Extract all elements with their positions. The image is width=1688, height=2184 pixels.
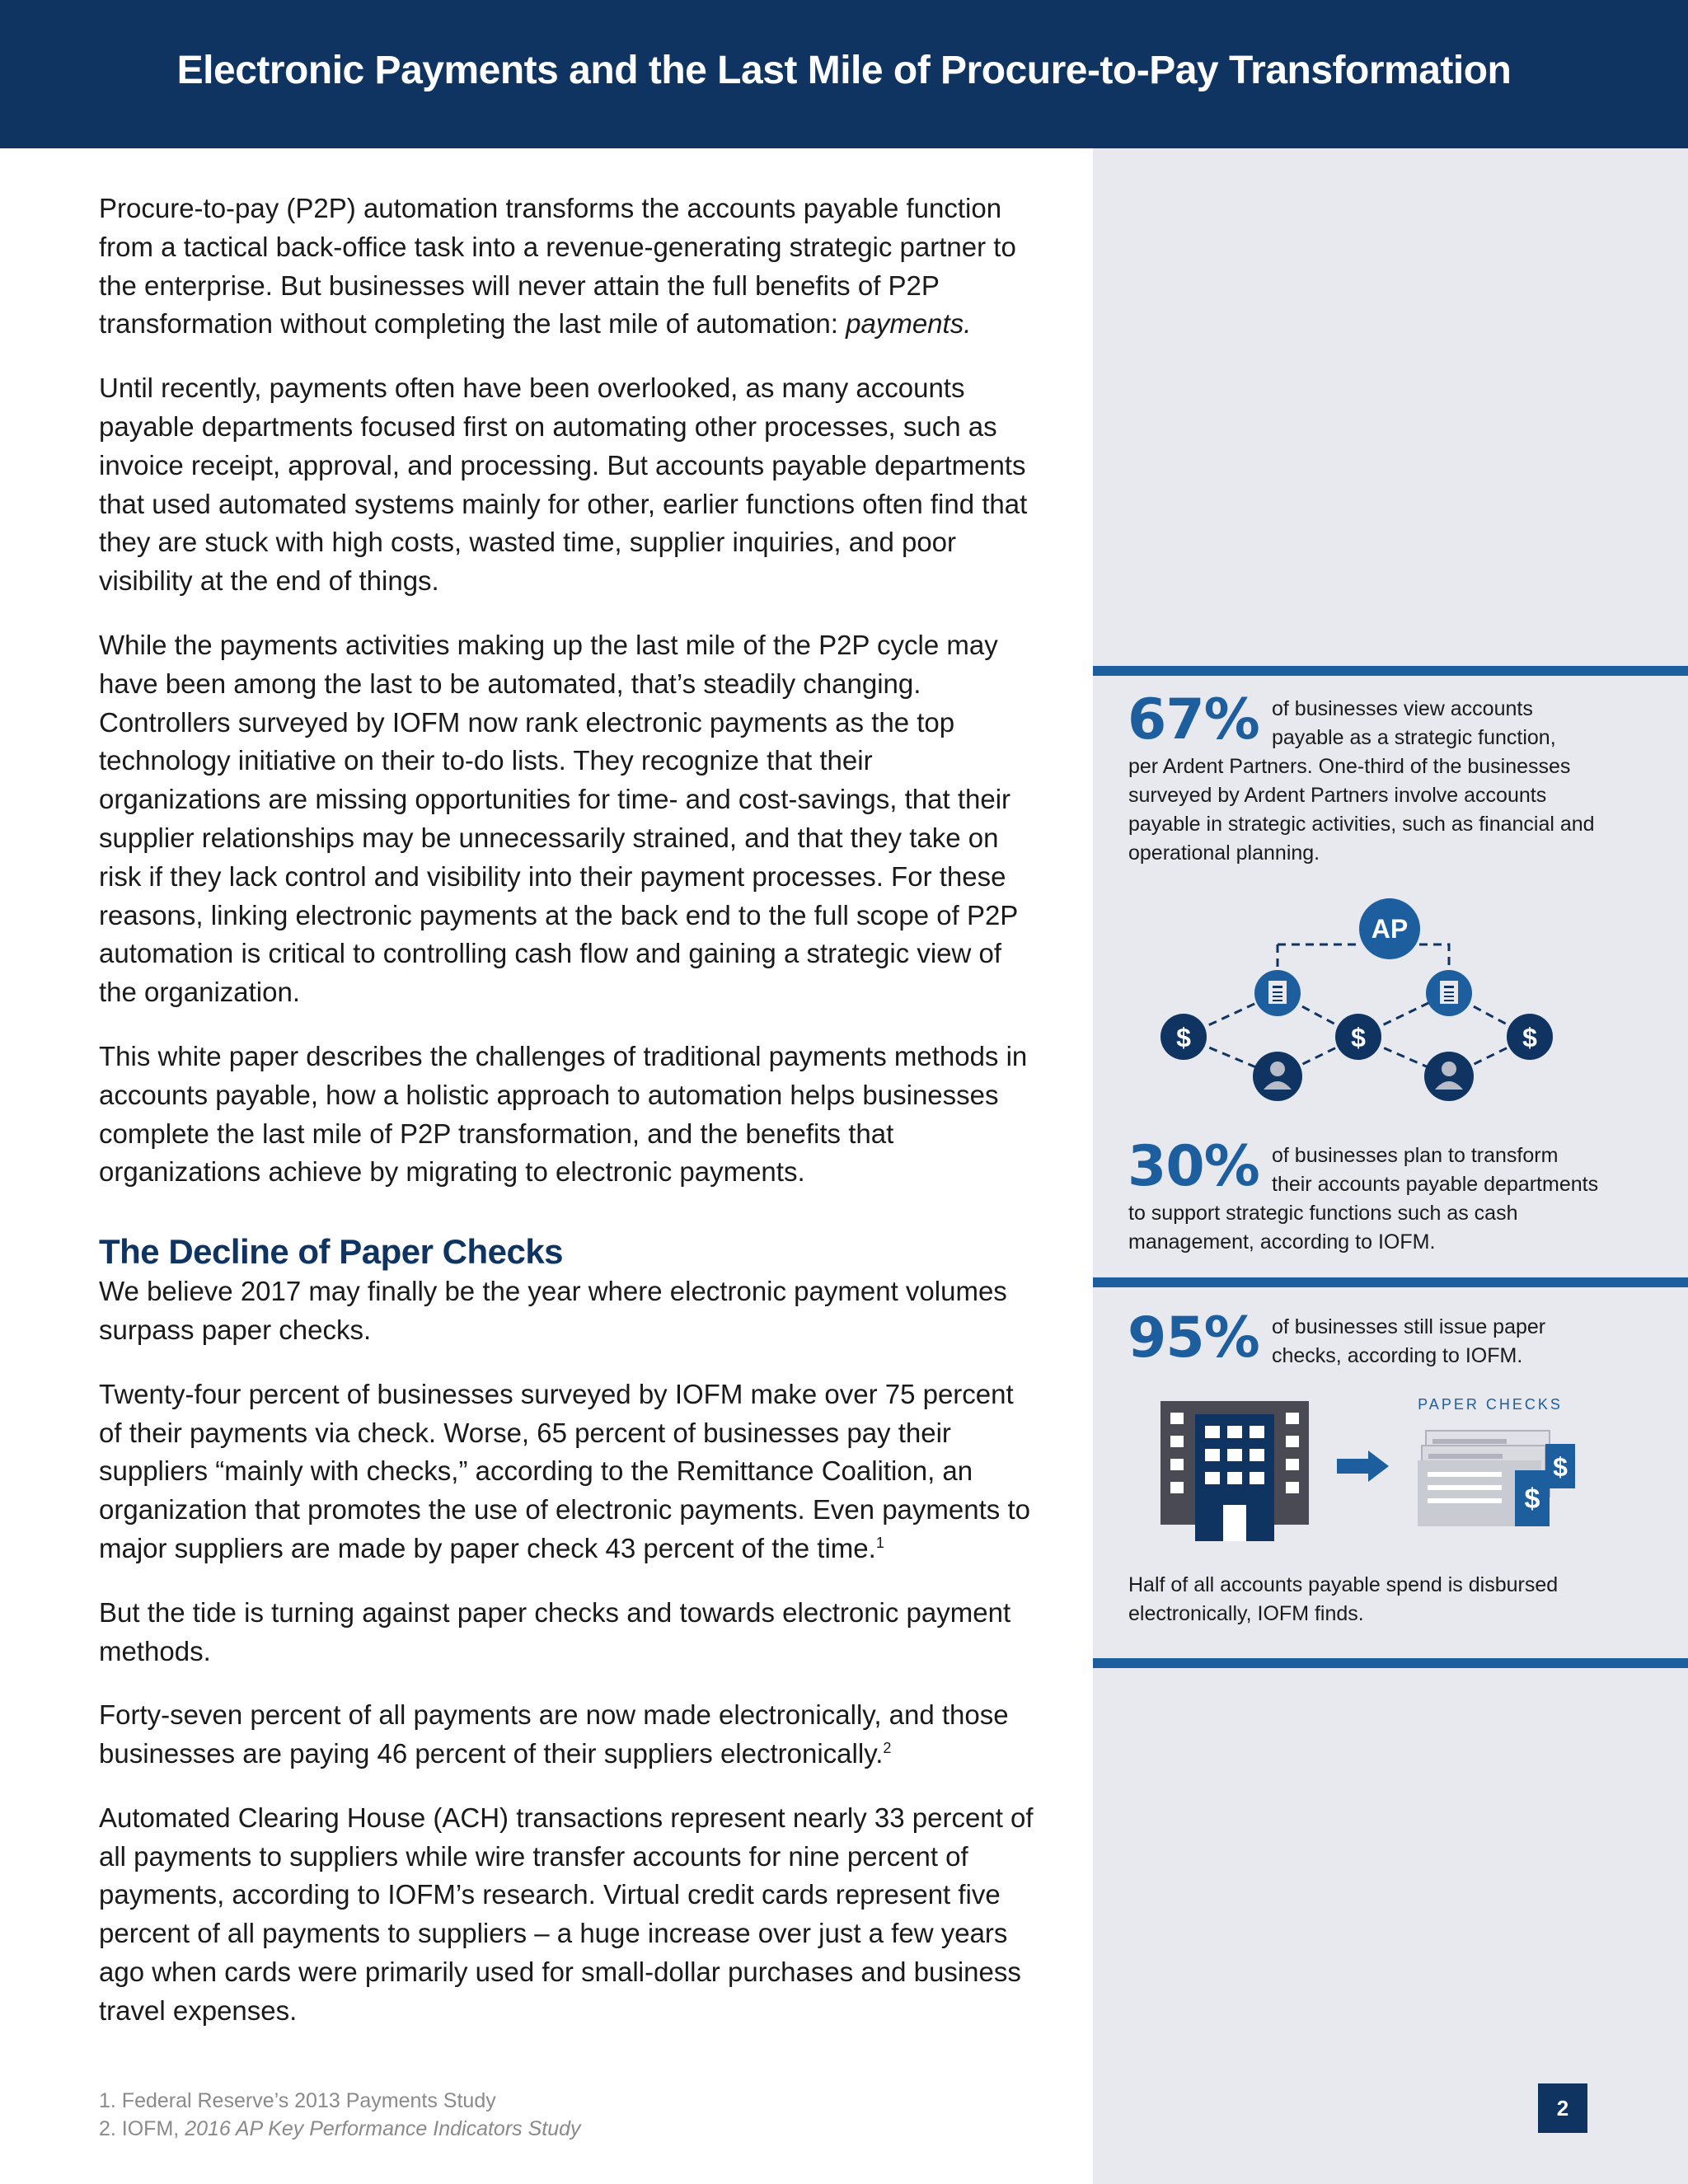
stat-30-line-1: of businesses plan to transform — [1272, 1144, 1559, 1167]
ap-network-diagram — [1137, 890, 1566, 1113]
person-icon — [1253, 1052, 1302, 1101]
paragraph-2017: We believe 2017 may finally be the year where electronic payment volumes surpass paper checks. — [99, 1276, 1007, 1345]
footnote-ref-2: 2 — [883, 1740, 892, 1757]
paragraph-intro — [99, 190, 1039, 344]
paragraph-white-paper: This white paper describes the challenges of traditional payments methods in accounts payable, how a holistic approach to automation helps businesses complete the last mile of P2P transformation, and the benefits that organizations achieve by migrating to electronic payments. — [99, 1040, 1028, 1188]
sidebar-rule-top — [1093, 666, 1688, 676]
paragraph-checks-stats-text: Twenty-four percent of businesses surveyed by IOFM make over 75 percent of their payments via check. Worse, 65 percent of businesses pay their suppliers “mainly with checks,” according to the Remittance Coalition, an organization that promotes the use of electronic payments. Even payments to major suppliers are made by paper check 43 percent of the time. — [99, 1378, 1030, 1563]
paper-checks-label: PAPER CHECKS — [1418, 1396, 1563, 1413]
dollar-icon — [1335, 1014, 1381, 1060]
page-number: 2 — [1538, 2083, 1587, 2133]
dollar-icon: $ — [1524, 1483, 1540, 1515]
main-column — [99, 190, 1039, 2056]
paragraph-electronic-stats-text: Forty-seven percent of all payments are now made electronically, and those businesses are paying 46 percent of their suppliers electronically. — [99, 1699, 1009, 1769]
footnote-2-title: 2016 AP Key Performance Indicators Study — [185, 2117, 581, 2140]
sidebar-rule-bottom — [1093, 1658, 1688, 1668]
svg-text:$: $ — [1522, 1023, 1537, 1052]
svg-text:$: $ — [1176, 1023, 1191, 1052]
half-spend-line-1: Half of all accounts payable spend is disbursed — [1128, 1573, 1559, 1596]
paper-checks-illustration — [1154, 1393, 1582, 1541]
footnote-2 — [99, 2115, 581, 2143]
stat-30-line-3: to support strategic functions such as cash — [1128, 1202, 1518, 1225]
paper-checks-icon — [1418, 1431, 1575, 1526]
person-icon — [1424, 1052, 1474, 1101]
paragraph-electronic-stats — [99, 1696, 1039, 1774]
stat-30-line-4: management, according to IOFM. — [1128, 1230, 1436, 1254]
stat-95-line-1: of businesses still issue paper — [1272, 1315, 1546, 1338]
stat-67-line-5: payable in strategic activities, such as financial and — [1128, 813, 1595, 836]
invoice-icon — [1254, 970, 1301, 1016]
arrow-right-icon — [1337, 1451, 1389, 1482]
paragraph-ach: Automated Clearing House (ACH) transactions represent nearly 33 percent of all payments to suppliers while wire transfer accounts for nine percent of payments, according to IOFM’s research. Virtual credit cards represent five percent of all payments to suppliers – a huge increase over just a few years ago when cards were primarily used for small-dollar purchases and business travel expenses. — [99, 1802, 1034, 2026]
footnote-ref-1: 1 — [875, 1534, 884, 1551]
stat-95-line-2: checks, according to IOFM. — [1272, 1344, 1523, 1367]
office-building-icon — [1160, 1401, 1309, 1541]
stat-67-line-3: per Ardent Partners. One-third of the businesses — [1128, 755, 1571, 778]
invoice-icon — [1426, 970, 1472, 1016]
paragraph-last-mile: While the payments activities making up the last mile of the P2P cycle may have been among the last to be automated, that’s steadily changing. Controllers surveyed by IOFM now rank electronic payments as the top technology initiative on their to-do lists. They recognize that their organizations are missing opportunities for time- and cost-savings, that their supplier relationships may be unnecessarily strained, and that they take on risk if they lack control and visibility into their payment processes. For these reasons, linking electronic payments at the back end to the full scope of P2P automation is critical to controlling cash flow and gaining a strategic view of the organization. — [99, 629, 1018, 1008]
dollar-icon — [1507, 1014, 1553, 1060]
ap-label: AP — [1371, 914, 1409, 944]
footnotes — [99, 2087, 581, 2143]
stat-95-number: 95% — [1128, 1305, 1259, 1371]
paragraph-checks-stats — [99, 1376, 1039, 1568]
page-header — [0, 0, 1688, 148]
page-title: Electronic Payments and the Last Mile of Procure-to-Pay Transformation — [176, 49, 1512, 92]
section-heading: The Decline of Paper Checks — [99, 1232, 564, 1272]
paragraph-intro-emphasis: payments. — [846, 308, 972, 340]
stat-67-line-1: of businesses view accounts — [1272, 697, 1533, 720]
dollar-icon: $ — [1553, 1452, 1568, 1482]
stat-30-line-2: their accounts payable departments — [1272, 1173, 1599, 1196]
dollar-icon — [1160, 1014, 1207, 1060]
paragraph-tide: But the tide is turning against paper checks and towards electronic payment methods. — [99, 1596, 1011, 1666]
stat-67-line-4: surveyed by Ardent Partners involve accounts — [1128, 784, 1547, 807]
half-spend-line-2: electronically, IOFM finds. — [1128, 1602, 1364, 1625]
footnote-1: 1. Federal Reserve’s 2013 Payments Study — [99, 2089, 496, 2112]
paragraph-intro-text: Procure-to-pay (P2P) automation transforms the accounts payable function from a tactical back-office task into a revenue-generating strategic partner to the enterprise. But businesses will never attain the full benefits of P2P transformation without completing the last mile of automation: — [99, 193, 1016, 340]
svg-text:$: $ — [1351, 1023, 1366, 1052]
ap-node — [1359, 898, 1420, 959]
stat-67-line-6: operational planning. — [1128, 841, 1320, 865]
footnote-2-prefix: 2. IOFM, — [99, 2117, 185, 2140]
stat-67-number: 67% — [1128, 687, 1259, 752]
stat-67-line-2: payable as a strategic function, — [1272, 726, 1556, 749]
stat-30-number: 30% — [1128, 1134, 1259, 1199]
sidebar-rule-middle — [1093, 1277, 1688, 1287]
paragraph-overlooked: Until recently, payments often have been overlooked, as many accounts payable departments focused first on automating other processes, such as invoice receipt, approval, and processing. But accounts payable departments that used automated systems mainly for other, earlier functions often find that they are stuck with high costs, wasted time, supplier inquiries, and poor visibility at the end of things. — [99, 373, 1028, 597]
